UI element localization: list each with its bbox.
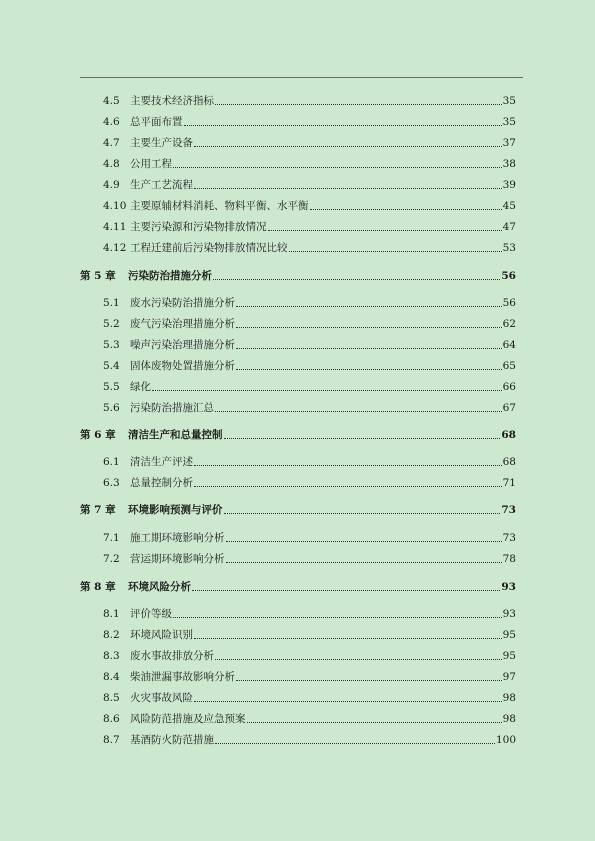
toc-entry[interactable] bbox=[103, 529, 516, 545]
dot-leader bbox=[224, 513, 501, 514]
toc-entry-title: 绿化 bbox=[130, 381, 151, 393]
toc-entry[interactable] bbox=[103, 176, 516, 192]
toc-entry[interactable] bbox=[103, 378, 516, 394]
toc-entry-number: 5.5 bbox=[103, 381, 120, 393]
toc-entry-number: 8.1 bbox=[103, 608, 120, 620]
toc-entry[interactable] bbox=[103, 399, 516, 415]
toc-entry-number: 6.3 bbox=[103, 477, 120, 489]
toc-chapter[interactable] bbox=[80, 578, 516, 594]
dot-leader bbox=[226, 562, 502, 563]
toc-entry-page: 95 bbox=[502, 650, 516, 662]
toc-entry-page: 47 bbox=[502, 221, 516, 233]
dot-leader bbox=[192, 590, 500, 591]
toc-chapter-page: 73 bbox=[501, 504, 516, 516]
toc-entry[interactable] bbox=[103, 668, 516, 684]
header-rule bbox=[80, 77, 523, 78]
toc-chapter-page: 93 bbox=[501, 581, 516, 593]
toc-entry[interactable] bbox=[103, 294, 516, 310]
toc-entry-title: 固体废物处置措施分析 bbox=[130, 360, 235, 372]
toc-entry-title: 主要技术经济指标 bbox=[130, 95, 214, 107]
toc-entry-page: 68 bbox=[502, 456, 516, 468]
toc-entry-number: 8.5 bbox=[103, 692, 120, 704]
dot-leader bbox=[194, 465, 502, 466]
toc-entry-title: 废气污染治理措施分析 bbox=[130, 318, 235, 330]
toc-entry-number: 4.8 bbox=[103, 158, 120, 170]
toc-entry-title: 主要生产设备 bbox=[130, 137, 193, 149]
toc-entry-page: 62 bbox=[502, 318, 516, 330]
dot-leader bbox=[194, 486, 502, 487]
toc-entry[interactable] bbox=[103, 605, 516, 621]
toc-entry-page: 66 bbox=[502, 381, 516, 393]
toc-entry[interactable] bbox=[103, 689, 516, 705]
toc-entry-page: 98 bbox=[502, 692, 516, 704]
toc-entry-number: 6.1 bbox=[103, 456, 120, 468]
dot-leader bbox=[213, 279, 500, 280]
toc-entry-number: 4.7 bbox=[103, 137, 120, 149]
toc-entry-number: 4.12 bbox=[103, 242, 127, 254]
dot-leader bbox=[289, 251, 502, 252]
toc-entry-page: 38 bbox=[502, 158, 516, 170]
toc-entry-title: 主要污染源和污染物排放情况 bbox=[130, 221, 267, 233]
toc-entry-page: 65 bbox=[502, 360, 516, 372]
toc-entry[interactable] bbox=[103, 315, 516, 331]
dot-leader bbox=[194, 146, 502, 147]
toc-entry-page: 39 bbox=[502, 179, 516, 191]
toc-entry-number: 4.9 bbox=[103, 179, 120, 191]
toc-entry-page: 35 bbox=[502, 116, 516, 128]
toc-entry-page: 53 bbox=[502, 242, 516, 254]
toc-entry-number: 4.6 bbox=[103, 116, 120, 128]
toc-chapter-number: 第 8 章 bbox=[80, 581, 116, 593]
dot-leader bbox=[194, 188, 502, 189]
toc-entry-page: 37 bbox=[502, 137, 516, 149]
toc-chapter[interactable] bbox=[80, 267, 516, 283]
toc-entry-title: 废水污染防治措施分析 bbox=[130, 297, 235, 309]
toc-entry-page: 56 bbox=[502, 297, 516, 309]
toc-entry-title: 清洁生产评述 bbox=[130, 456, 193, 468]
toc-entry-number: 8.4 bbox=[103, 671, 120, 683]
toc-entry-page: 64 bbox=[502, 339, 516, 351]
toc-entry-page: 45 bbox=[502, 200, 516, 212]
toc-entry-number: 4.10 bbox=[103, 200, 127, 212]
dot-leader bbox=[184, 125, 502, 126]
toc-entry-page: 100 bbox=[495, 734, 516, 746]
toc-chapter-number: 第 5 章 bbox=[80, 270, 116, 282]
toc-entry[interactable] bbox=[103, 474, 516, 490]
toc-entry-title: 噪声污染治理措施分析 bbox=[130, 339, 235, 351]
dot-leader bbox=[310, 209, 502, 210]
dot-leader bbox=[236, 369, 502, 370]
toc-chapter[interactable] bbox=[80, 426, 516, 442]
toc-entry-number: 5.4 bbox=[103, 360, 120, 372]
toc-entry-number: 4.11 bbox=[103, 221, 127, 233]
toc-entry-title: 风险防范措施及应急预案 bbox=[130, 713, 246, 725]
toc-entry-title: 主要原辅材料消耗、物料平衡、水平衡 bbox=[130, 200, 309, 212]
dot-leader bbox=[173, 167, 502, 168]
toc-entry[interactable] bbox=[103, 731, 516, 747]
dot-leader bbox=[236, 306, 502, 307]
toc-entry[interactable] bbox=[103, 134, 516, 150]
toc-entry-page: 67 bbox=[502, 402, 516, 414]
toc-chapter-title: 清洁生产和总量控制 bbox=[128, 429, 223, 441]
toc-chapter[interactable] bbox=[80, 501, 516, 517]
dot-leader bbox=[215, 104, 502, 105]
toc-entry-number: 8.2 bbox=[103, 629, 120, 641]
toc-entry[interactable] bbox=[103, 550, 516, 566]
toc-entry-page: 93 bbox=[502, 608, 516, 620]
toc-entry-page: 35 bbox=[502, 95, 516, 107]
dot-leader bbox=[268, 230, 502, 231]
dot-leader bbox=[215, 411, 502, 412]
toc-entry-title: 生产工艺流程 bbox=[130, 179, 193, 191]
toc-entry[interactable] bbox=[103, 197, 516, 213]
dot-leader bbox=[236, 327, 502, 328]
toc-entry[interactable] bbox=[103, 239, 516, 255]
toc-entry-title: 营运期环境影响分析 bbox=[130, 553, 225, 565]
toc-entry[interactable] bbox=[103, 357, 516, 373]
toc-entry-number: 8.6 bbox=[103, 713, 120, 725]
toc-entry-number: 7.1 bbox=[103, 532, 120, 544]
dot-leader bbox=[224, 438, 501, 439]
toc-chapter-title: 环境风险分析 bbox=[128, 581, 191, 593]
dot-leader bbox=[215, 743, 495, 744]
toc-entry-title: 柴油泄漏事故影响分析 bbox=[130, 671, 235, 683]
toc-entry-title: 废水事故排放分析 bbox=[130, 650, 214, 662]
toc-entry-title: 工程迁建前后污染物排放情况比较 bbox=[130, 242, 288, 254]
toc-entry-page: 97 bbox=[502, 671, 516, 683]
toc-entry-title: 总平面布置 bbox=[130, 116, 183, 128]
toc-entry-page: 71 bbox=[502, 477, 516, 489]
toc-entry-title: 火灾事故风险 bbox=[130, 692, 193, 704]
toc-entry[interactable] bbox=[103, 155, 516, 171]
toc-entry-number: 4.5 bbox=[103, 95, 120, 107]
toc-chapter-page: 56 bbox=[501, 270, 516, 282]
toc-entry[interactable] bbox=[103, 218, 516, 234]
toc-entry-title: 总量控制分析 bbox=[130, 477, 193, 489]
toc-entry[interactable] bbox=[103, 647, 516, 663]
toc-entry[interactable] bbox=[103, 453, 516, 469]
dot-leader bbox=[173, 617, 502, 618]
dot-leader bbox=[226, 541, 502, 542]
toc-entry-title: 评价等级 bbox=[130, 608, 172, 620]
toc-entry-title: 污染防治措施汇总 bbox=[130, 402, 214, 414]
dot-leader bbox=[236, 348, 502, 349]
toc-entry[interactable] bbox=[103, 113, 516, 129]
toc-entry-page: 78 bbox=[502, 553, 516, 565]
toc-chapter-number: 第 7 章 bbox=[80, 504, 116, 516]
toc-entry-number: 5.3 bbox=[103, 339, 120, 351]
toc-entry-title: 施工期环境影响分析 bbox=[130, 532, 225, 544]
toc-chapter-number: 第 6 章 bbox=[80, 429, 116, 441]
toc-entry-page: 98 bbox=[502, 713, 516, 725]
dot-leader bbox=[152, 390, 502, 391]
toc-entry-title: 环境风险识别 bbox=[130, 629, 193, 641]
toc-entry-title: 公用工程 bbox=[130, 158, 172, 170]
toc-entry-number: 5.6 bbox=[103, 402, 120, 414]
dot-leader bbox=[236, 680, 502, 681]
toc-entry[interactable] bbox=[103, 626, 516, 642]
toc-entry[interactable] bbox=[103, 92, 516, 108]
toc-entry-number: 7.2 bbox=[103, 553, 120, 565]
toc-entry-title: 基酒防火防范措施 bbox=[130, 734, 214, 746]
dot-leader bbox=[247, 722, 502, 723]
dot-leader bbox=[194, 638, 502, 639]
toc-entry-page: 73 bbox=[502, 532, 516, 544]
toc-entry-number: 5.1 bbox=[103, 297, 120, 309]
toc-chapter-title: 环境影响预测与评价 bbox=[128, 504, 223, 516]
dot-leader bbox=[215, 659, 502, 660]
toc-chapter-page: 68 bbox=[501, 429, 516, 441]
toc-entry[interactable] bbox=[103, 336, 516, 352]
toc-entry[interactable] bbox=[103, 710, 516, 726]
toc-entry-number: 5.2 bbox=[103, 318, 120, 330]
toc-entry-number: 8.3 bbox=[103, 650, 120, 662]
toc-entry-page: 95 bbox=[502, 629, 516, 641]
toc-chapter-title: 污染防治措施分析 bbox=[128, 270, 212, 282]
toc-entry-number: 8.7 bbox=[103, 734, 120, 746]
dot-leader bbox=[194, 701, 502, 702]
